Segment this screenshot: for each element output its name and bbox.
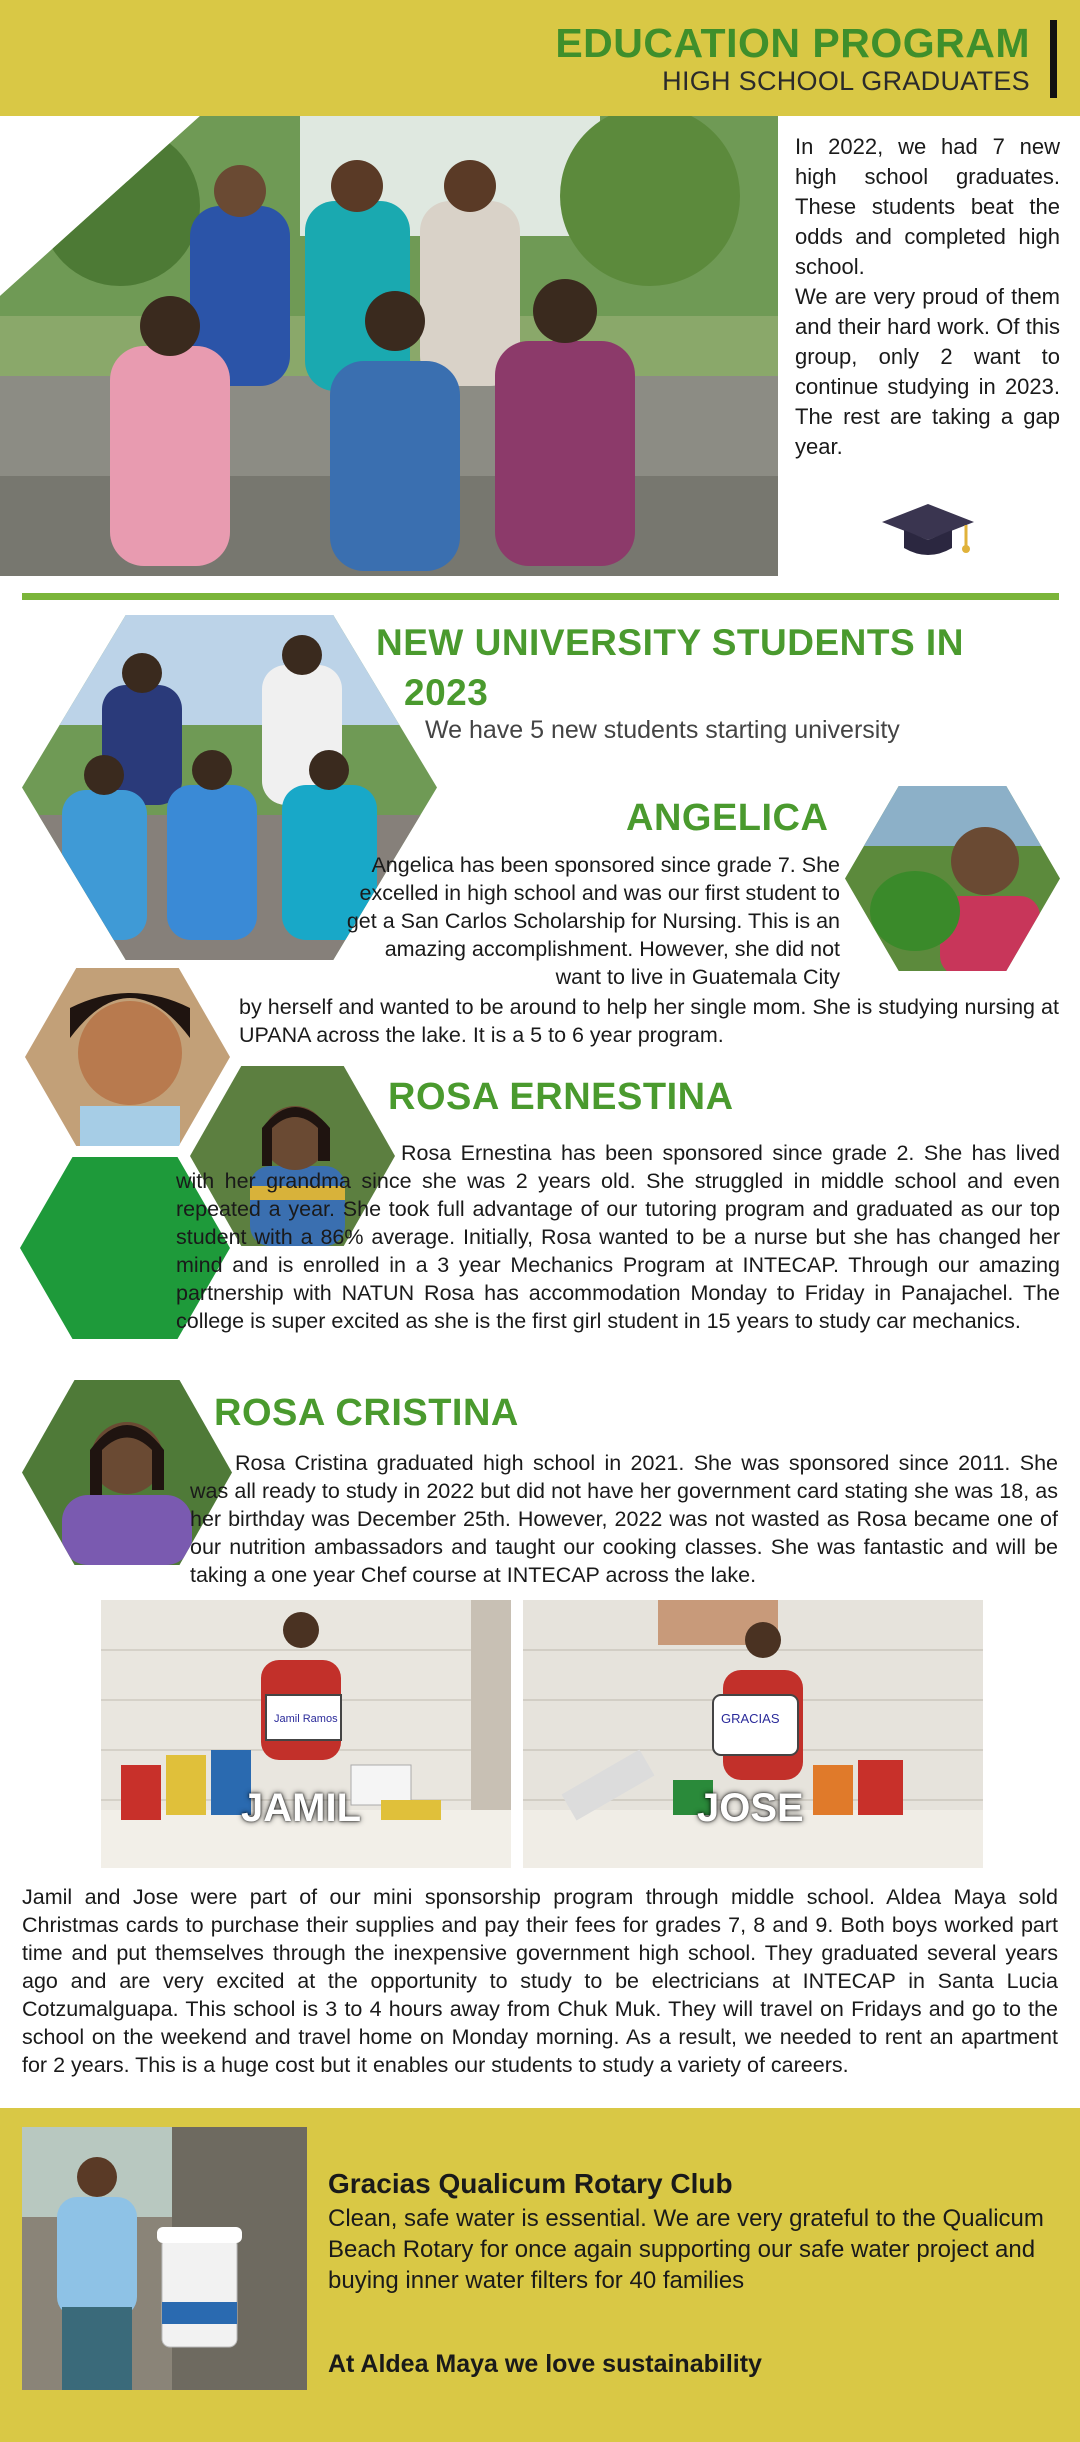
page-title: EDUCATION PROGRAM xyxy=(555,20,1030,66)
rotary-closing: At Aldea Maya we love sustainability xyxy=(328,2350,762,2378)
rosa-cristina-heading: ROSA CRISTINA xyxy=(214,1392,519,1434)
jose-photo xyxy=(523,1600,983,1868)
rotary-text: Clean, safe water is essential. We are very grateful to the Qualicum Beach Rotary for once again supporting our safe water project and buying inner water filters for 40 families xyxy=(328,2205,1044,2294)
angelica-photo xyxy=(845,786,1060,971)
jamil-label: JAMIL xyxy=(241,1786,361,1830)
jamil-jose-text: Jamil and Jose were part of our mini sponsorship program through middle school. Aldea Maya sold Christmas cards to purchase their supplies and pay their fees for grades 7, 8 and 9. Both boys worked part time and put themselves through the inexpensive government high school. They graduated several years ago and are very excited at the opportunity to study to be electricians at INTECAP in Santa Lucia Cotzumalguapa. This school is 3 to 4 hours away from Chuk Muk. They will travel on Fridays and go to the school on the weekend and travel home on Monday morning. As a result, we needed to rent an apartment for 2 years. This is a huge cost but it enables our students to study a variety of careers. xyxy=(22,1885,1058,2077)
page-subtitle: HIGH SCHOOL GRADUATES xyxy=(662,66,1030,96)
graduates-photo xyxy=(0,116,778,576)
jamil-photo xyxy=(101,1600,511,1868)
water-filter-photo xyxy=(22,2127,307,2390)
jose-label: JOSE xyxy=(697,1786,804,1830)
university-heading-line-2: 2023 xyxy=(404,672,489,713)
angelica-heading: ANGELICA xyxy=(626,797,829,839)
university-heading xyxy=(376,618,964,718)
rosa-cristina-text: Rosa Cristina graduated high school in 2021. She was sponsored since 2011. She was all ready to study in 2022 but did not have her government card stating she was 18, as her birthday was December 25th. However, 2022 was not wasted as Rosa became one of our nutrition ambassadors and taught our cooking classes. She was fantastic and will be taking a one year Chef course at INTECAP across the lake. xyxy=(190,1451,1058,1587)
angelica-text-bottom: by herself and wanted to be around to help her single mom. She is studying nursing at UPANA across the lake. It is a 5 to 6 year program. xyxy=(239,995,1059,1047)
angelica-text-top: Angelica has been sponsored since grade 7. She excelled in high school and was our first student to get a San Carlos Scholarship for Nursing. This is an amazing accomplishment. However, she did not want to live in Guatemala City xyxy=(346,853,840,989)
title-accent-bar xyxy=(1050,20,1057,98)
intro-paragraph-1: In 2022, we had 7 new high school graduates. These students beat the odds and completed high school. xyxy=(795,134,1060,279)
university-subheading: We have 5 new students starting university xyxy=(425,716,900,744)
graduation-cap-icon xyxy=(880,500,976,570)
university-heading-line-1: NEW UNIVERSITY STUDENTS IN xyxy=(376,622,964,663)
intro-text xyxy=(795,132,1060,462)
jamil-sign-text: Jamil Ramos xyxy=(274,1713,338,1725)
rosa-ernestina-text: Rosa Ernestina has been sponsored since grade 2. She has lived with her grandma since she was 2 years old. She struggled in middle school and even repeated a year. She took full advantage of our tutoring program and graduated as our top student with a 86% average. Initially, Rosa wanted to be a nurse but she has changed her mind and is enrolled in a 3 year Mechanics Program at INTECAP. Through our amazing partnership with NATUN Rosa has accommodation Monday to Friday in Panajachel. The college is super excited as she is the first girl student in 15 years to study car mechanics. xyxy=(176,1141,1060,1333)
section-divider xyxy=(22,593,1059,600)
intro-paragraph-2: We are very proud of them and their hard work. Of this group, only 2 want to continue studying in 2023. The rest are taking a gap year. xyxy=(795,284,1060,459)
rosa-ernestina-heading: ROSA ERNESTINA xyxy=(388,1076,734,1118)
rotary-title: Gracias Qualicum Rotary Club xyxy=(328,2168,733,2199)
jose-sign-text: GRACIAS xyxy=(721,1711,780,1726)
girl-smiling-photo xyxy=(25,968,230,1146)
